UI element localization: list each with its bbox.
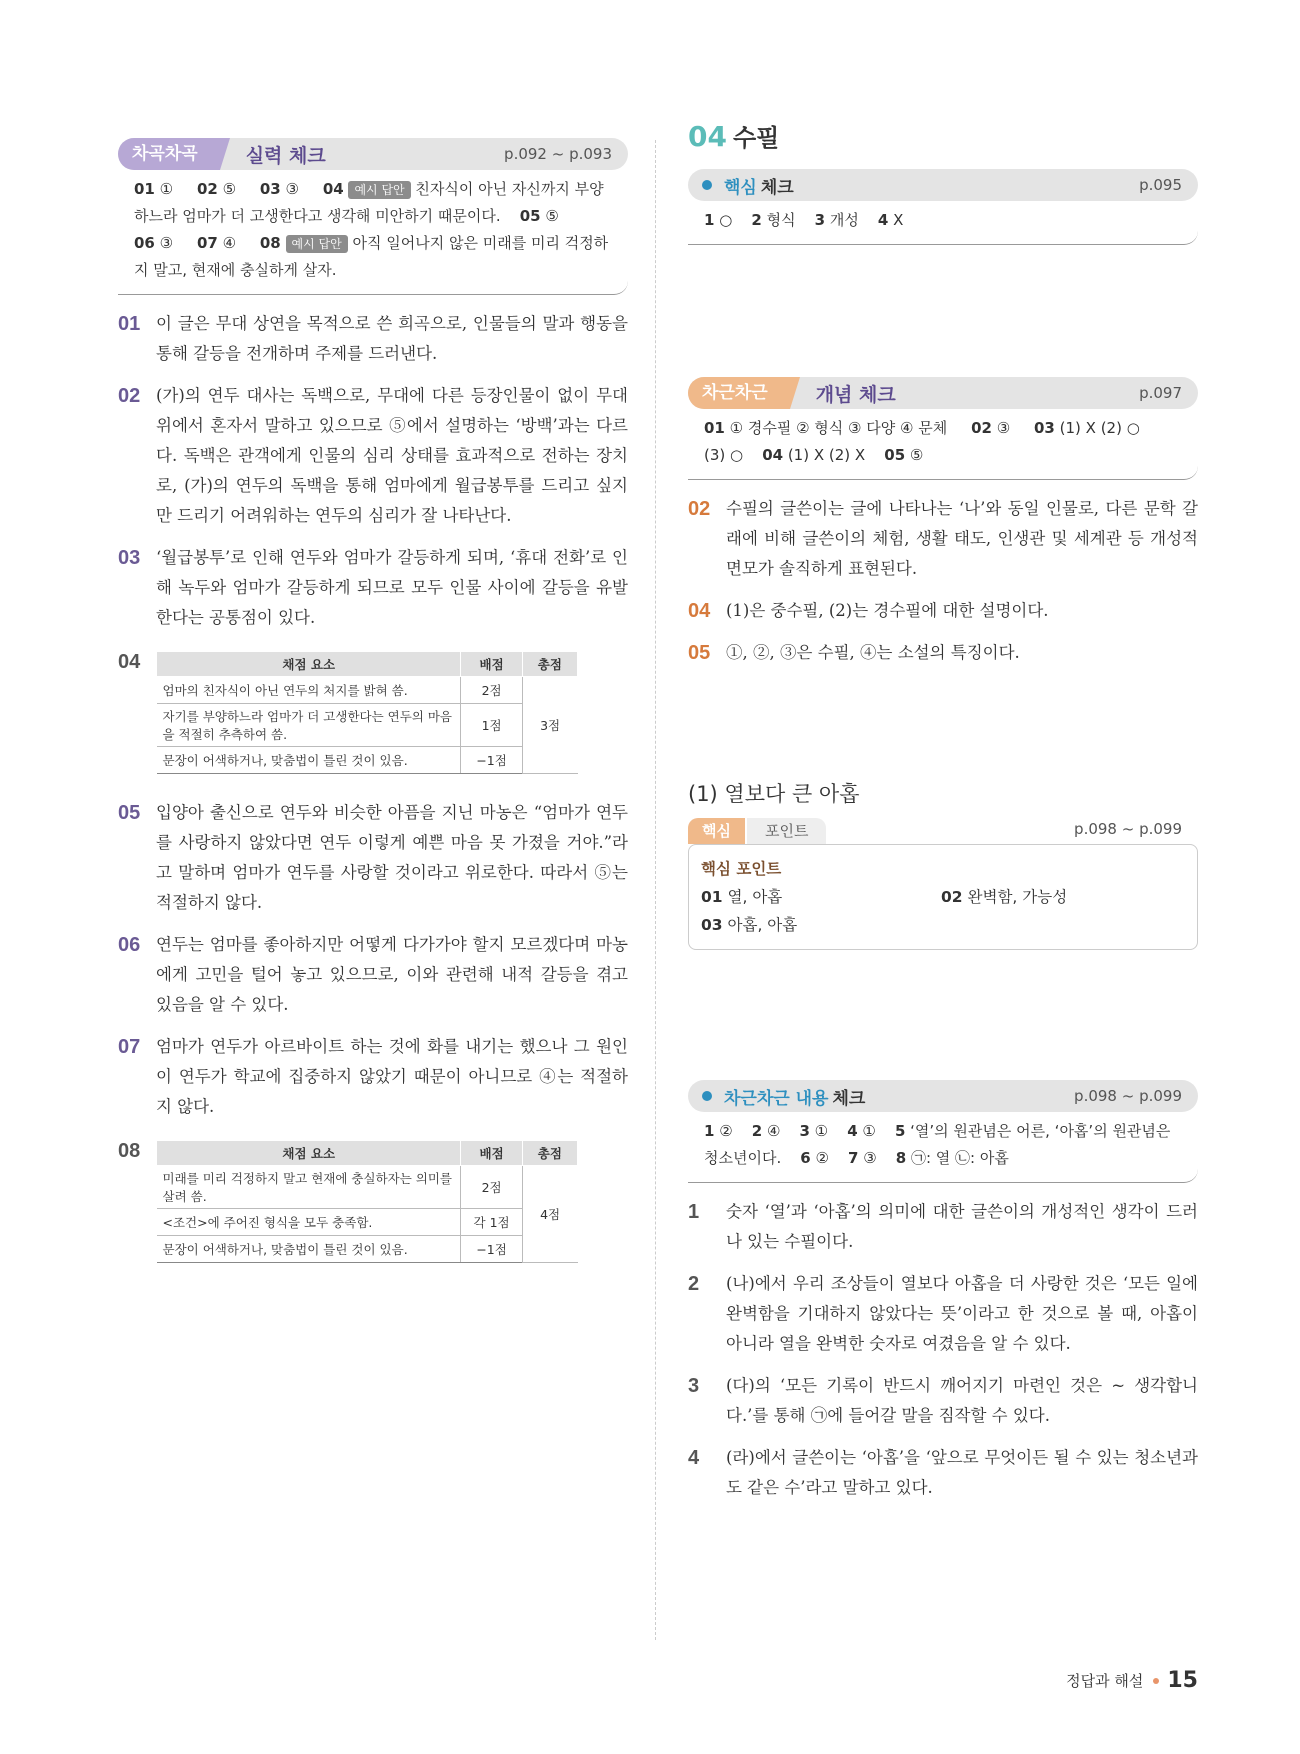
score-cell: −1점 [461,1236,522,1263]
point-tab-point: 포인트 [747,818,826,844]
explanation-item [688,494,1198,584]
content-check-label: 차근차근 내용 [724,1088,829,1109]
item-text: (가)의 연두 대사는 독백으로, 무대에 다른 등장인물이 없이 무대 위에서 혼자서 말하고 있으므로 ⑤에서 설명하는 ‘방백’과는 다르다. 독백은 관객에게 인물의 심리 상태를 효과적으로 전하는 장치로, (가)의 연두의 독백을 통해 엄마에게 월급봉투를 드리고 싶지만 드리기 어려워하는 연두의 심리가 잘 나타난다. [156,386,628,525]
item-text: ①, ②, ③은 수필, ④는 소설의 특징이다. [726,643,1020,662]
item-text: 이 글은 무대 상연을 목적으로 쓴 희곡으로, 인물들의 말과 행동을 통해 갈등을 전개하며 주제를 드러낸다. [156,314,628,363]
point-tab-core: 핵심 [688,818,745,844]
point-page: p.098 ~ p.099 [1074,820,1182,838]
item-number: 3 [688,1375,700,1397]
scoring-table-04 [118,651,628,774]
explanation-item [688,1197,1198,1257]
explanation-item [118,309,628,369]
item-text: (나)에서 우리 조상들이 열보다 아홉을 더 사랑한 것은 ‘모든 일에 완벽함을 기대하지 않았다는 뜻’이라고 한 것으로 볼 때, 아홉이 아니라 열을 완벽한 숫자로 여겼음을 알 수 있다. [726,1274,1198,1353]
item-number: 01 [118,313,141,335]
explanation-item [688,1269,1198,1359]
item-number: 02 [118,385,141,407]
criterion-cell: <조건>에 주어진 형식을 모두 충족함. [157,1209,461,1236]
item-number: 03 [118,547,141,569]
content-check-header [688,1080,1198,1112]
table-row [157,747,578,774]
criterion-cell: 미래를 미리 걱정하지 말고 현재에 충실하자는 의미를 살려 씀. [157,1166,461,1209]
point-tabs [688,818,1198,844]
core-point-answer-02: 02 완벽함, 가능성 [941,888,1068,906]
item-number: 1 [688,1201,700,1223]
skill-check-title: 실력 체크 [245,144,326,167]
item-number: 2 [688,1273,700,1295]
core-point-answer-01: 01 열, 아홉 [701,888,783,906]
item-number: 07 [118,1036,141,1058]
explanation-item [118,1032,628,1122]
explanation-item [688,596,1198,626]
concept-check-title: 개념 체크 [815,383,896,406]
score-cell: −1점 [461,747,522,774]
table-header: 채점 요소 [157,652,461,677]
item-number: 04 [688,600,711,622]
criterion-cell: 문장이 어색하거나, 맞춤법이 틀린 것이 있음. [157,1236,461,1263]
content-check-answers: 1 ② 2 ④ 3 ① 4 ① 5 ‘열’의 원관념은 어른, ‘아홉’의 원관념은 청소년이다. 6 ② 7 ③ 8 ㉠: 열 ㉡: 아홉 [688,1112,1198,1183]
explanation-item [688,1443,1198,1503]
subsection-title: (1) 열보다 큰 아홉 [688,782,860,806]
core-check-page: p.095 [1139,176,1182,194]
scoring-table-08 [118,1140,628,1263]
section-title [688,118,1198,153]
concept-check-badge: 차근차근 [688,377,790,409]
item-text: 입양아 출신으로 연두와 비슷한 아픔을 지닌 마농은 “엄마가 연두를 사랑하지 않았다면 연두 이렇게 예쁜 마음 못 가졌을 거야.”라고 말하며 엄마가 연두를 사랑할 것이라고 위로한다. 따라서 ⑤는 적절하지 않다. [156,803,628,912]
skill-check-page: p.092 ~ p.093 [504,145,612,163]
bullet-icon [702,1091,712,1101]
table-header: 채점 요소 [157,1141,461,1166]
core-check-word: 체크 [760,177,794,198]
concept-check-header [688,377,1198,409]
section-number: 04 [688,120,727,153]
core-check-header [688,169,1198,201]
item-number: 05 [118,802,141,824]
score-cell: 2점 [461,1166,522,1209]
item-number: 02 [688,498,711,520]
core-point-box [688,844,1198,950]
section-name: 수필 [732,124,780,152]
table-row [157,1166,578,1209]
table-header: 배점 [461,1141,522,1166]
item-number: 05 [688,642,711,664]
core-check-label: 핵심 [724,177,757,198]
bullet-icon [702,180,712,190]
skill-check-answers: 01 ① 02 ⑤ 03 ③ 04 예시 답안 친자식이 아닌 자신까지 부양하느라 엄마가 더 고생한다고 생각해 미안하기 때문이다. 05 ⑤ 06 ③ 07 ④ 08 예시 답안 아직 일어나지 않은 미래를 미리 걱정하지 말고, 현재에 충실하게 살자. [118,170,628,295]
item-number: 4 [688,1447,700,1469]
explanation-item [118,543,628,633]
item-text: 수필의 글쓴이는 글에 나타나는 ‘나’와 동일 인물로, 다른 문학 갈래에 비해 글쓴이의 체험, 생활 태도, 인생관 및 세계관 등 개성적 면모가 솔직하게 표현된다. [726,499,1198,578]
score-cell: 1점 [461,704,522,747]
right-column [688,118,1198,1515]
column-divider [655,140,656,1640]
page-footer [1066,1668,1198,1693]
table-header: 총점 [522,1141,577,1166]
item-number: 08 [118,1140,141,1162]
page-number: 15 [1167,1668,1198,1693]
scoring-table [156,1140,578,1263]
item-text: (라)에서 글쓴이는 ‘아홉’을 ‘앞으로 무엇이든 될 수 있는 청소년과도 같은 수’라고 말하고 있다. [726,1448,1198,1497]
item-number: 06 [118,934,141,956]
table-row [157,1236,578,1263]
core-point-heading: 핵심 포인트 [701,860,782,878]
core-check-answers: 1 ○ 2 형식 3 개성 4 X [688,201,1198,245]
left-column [118,138,628,1287]
criterion-cell: 엄마의 친자식이 아닌 연두의 처지를 밝혀 씀. [157,677,461,704]
explanation-item [118,930,628,1020]
table-row [157,704,578,747]
table-header: 총점 [522,652,577,677]
explanation-item [688,1371,1198,1431]
criterion-cell: 자기를 부양하느라 엄마가 더 고생한다는 연두의 마음을 적절히 추측하여 씀. [157,704,461,747]
item-text: (다)의 ‘모든 기록이 반드시 깨어지기 마련인 것은 ~ 생각합니다.’를 통해 ㉠에 들어갈 말을 짐작할 수 있다. [726,1376,1198,1425]
item-text: (1)은 중수필, (2)는 경수필에 대한 설명이다. [726,601,1049,620]
explanation-item [688,638,1198,668]
table-header: 배점 [461,652,522,677]
skill-check-badge: 차곡차곡 [118,138,220,170]
concept-check-page: p.097 [1139,384,1182,402]
footer-label: 정답과 해설 [1066,1672,1144,1690]
criterion-cell: 문장이 어색하거나, 맞춤법이 틀린 것이 있음. [157,747,461,774]
item-number: 04 [118,651,141,673]
score-cell: 2점 [461,677,522,704]
score-cell: 각 1점 [461,1209,522,1236]
item-text: 숫자 ‘열’과 ‘아홉’의 의미에 대한 글쓴이의 개성적인 생각이 드러나 있는 수필이다. [726,1202,1198,1251]
item-text: 연두는 엄마를 좋아하지만 어떻게 다가가야 할지 모르겠다며 마농에게 고민을 털어 놓고 있으므로, 이와 관련해 내적 갈등을 겪고 있음을 알 수 있다. [156,935,628,1014]
item-text: ‘월급봉투’로 인해 연두와 엄마가 갈등하게 되며, ‘휴대 전화’로 인해 녹두와 엄마가 갈등하게 되므로 모두 인물 사이에 갈등을 유발한다는 공통점이 있다. [156,548,628,627]
concept-check-answers: 01 ① 경수필 ② 형식 ③ 다양 ④ 문체 02 ③ 03 (1) X (2) ○ (3) ○ 04 (1) X (2) X 05 ⑤ [688,409,1198,480]
table-row [157,677,578,704]
explanation-item [118,798,628,918]
item-text: 엄마가 연두가 아르바이트 하는 것에 화를 내기는 했으나 그 원인이 연두가 학교에 집중하지 않았기 때문이 아니므로 ④는 적절하지 않다. [156,1037,628,1116]
table-row [157,1209,578,1236]
content-check-word: 체크 [832,1088,866,1109]
core-point-answer-03: 03 아홉, 아홉 [701,916,798,934]
scoring-table [156,651,578,774]
total-cell: 4점 [522,1166,577,1263]
skill-check-header [118,138,628,170]
footer-dot-icon [1153,1678,1159,1684]
total-cell: 3점 [522,677,577,774]
content-check-page: p.098 ~ p.099 [1074,1087,1182,1105]
explanation-item [118,381,628,531]
